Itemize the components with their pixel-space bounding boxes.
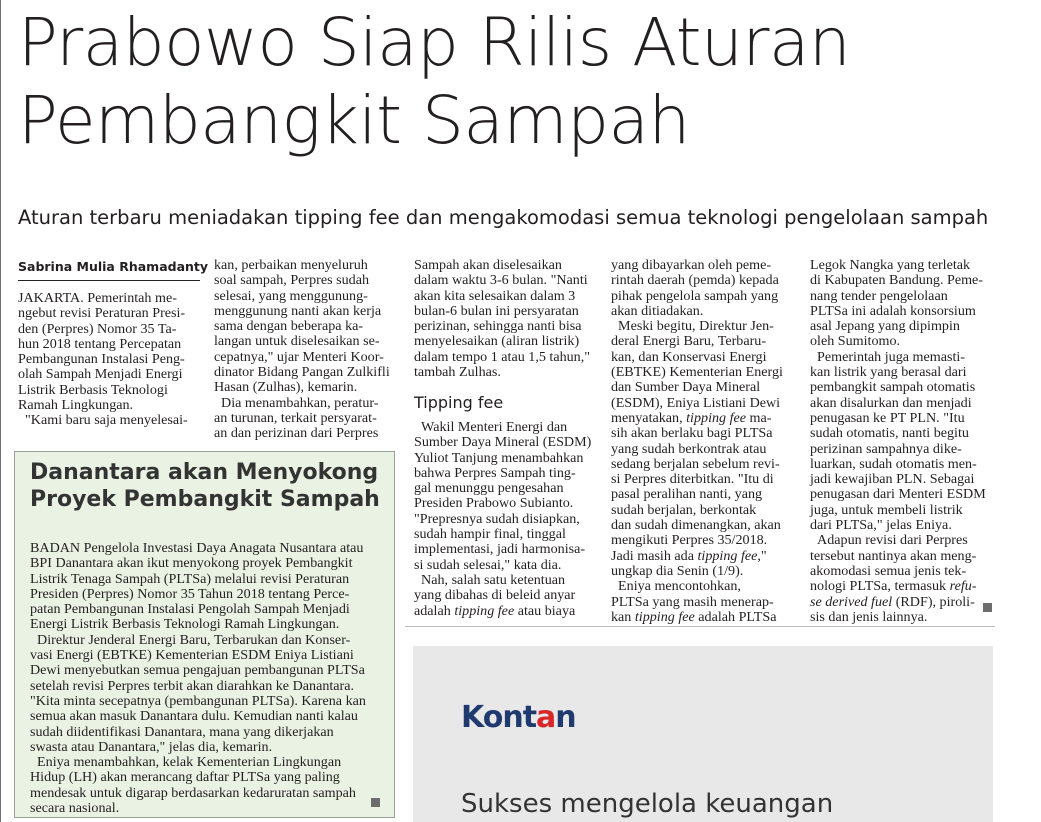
text-line: sudah berjalan, berkontak: [611, 501, 757, 518]
text-line: Eniya menambahkan, kelak Kementerian Lingkungan: [30, 754, 342, 771]
text-line: "Prepresnya sudah disiapkan,: [414, 510, 580, 527]
text-line: BADAN Pengelola Investasi Daya Anagata Nusantara atau: [30, 540, 364, 556]
text-line: kan, perbaikan menyeluruh: [214, 257, 368, 273]
text-line: yang dibayarkan oleh peme-: [611, 257, 772, 273]
text-line: (EBTKE) Kementerian Energi: [611, 364, 783, 381]
text-line: cepatnya," ujar Menteri Koor-: [214, 348, 384, 365]
advert-tagline: Sukses mengelola keuangan: [461, 789, 834, 819]
section-heading: Tipping fee: [414, 393, 504, 412]
text-line: Adapun revisi dari Perpres: [810, 532, 968, 549]
headline-line-2: Pembangkit Sampah: [18, 82, 690, 159]
advert-rule: [405, 626, 995, 627]
text-line: sama dengan beberapa ka-: [214, 318, 364, 335]
text-line: yang sudah berkontrak atau: [611, 440, 767, 457]
text-line: olah Sampah Menjadi Energi: [18, 366, 183, 383]
text-line: penugasan ke PT PLN. "Itu: [810, 409, 965, 426]
text-line: luarkan, sudah otomatis men-: [810, 455, 977, 472]
text-line: patan Pembangunan Instalasi Pengolah Sampah Menjadi: [30, 601, 350, 618]
text-line: hun 2018 tentang Percepatan: [18, 335, 182, 352]
text-line: rintah daerah (pemda) kepada: [611, 272, 779, 289]
page-left-rule: [0, 0, 1, 822]
text-line: asal Jepang yang dipimpin: [810, 318, 960, 335]
text-line: sudah otomatis, nanti begitu: [810, 425, 969, 442]
text-line: Sampah akan diselesaikan: [414, 257, 562, 273]
text-line: nang tender pengelolaan: [810, 287, 948, 304]
text-line: dari PLTSa," jelas Eniya.: [810, 517, 952, 534]
text-line: Ramah Lingkungan.: [18, 397, 134, 414]
text-line: an turunan, terkait persyarat-: [214, 409, 377, 426]
text-line: Listrik Tenaga Sampah (PLTSa) melalui revisi Peraturan: [30, 570, 350, 587]
text-line: sudah diidentifikasi Danantara, mana yang dikerjakan: [30, 723, 334, 740]
text-line: tersebut nantinya akan meng-: [810, 547, 977, 564]
text-line: "Kita minta secepatnya (pembangunan PLTSa). Karena kan: [30, 692, 366, 709]
text-line: akan disalurkan dan menjadi: [810, 394, 972, 411]
byline-rule: [18, 280, 200, 281]
text-line: akomodasi semua jenis tek-: [810, 562, 967, 579]
text-line: Wakil Menteri Energi dan: [414, 419, 568, 435]
text-line: kan listrik yang berasal dari: [810, 364, 967, 381]
text-line: perizinan, sehingga nanti bisa: [414, 318, 582, 335]
sidebar-end-mark: [371, 798, 380, 807]
text-line: pihak pengelola sampah yang: [611, 287, 779, 304]
text-line: tambah Zulhas.: [414, 364, 501, 381]
text-line: dinator Bidang Pangan Zulkifli: [214, 364, 390, 381]
text-line: Pemerintah juga memasti-: [810, 348, 965, 365]
text-line: (ESDM), Eniya Listiani Dewi: [611, 394, 781, 411]
text-line: akan ditiadakan.: [611, 302, 704, 319]
text-line: Dewi menyebutkan semua pengajuan pembangunan PLTSa: [30, 662, 365, 679]
text-line: se derived fuel (RDF), piroli-: [810, 593, 975, 610]
text-line: JAKARTA. Pemerintah me-: [18, 290, 177, 306]
text-line: bahwa Perpres Sampah ting-: [414, 464, 576, 481]
text-line: soal sampah, Perpres sudah: [214, 272, 369, 289]
headline-line-1: Prabowo Siap Rilis Aturan: [18, 4, 851, 81]
text-line: BPI Danantara akan ikut menyokong proyek Pembangkit: [30, 555, 353, 572]
headline: [18, 4, 1033, 160]
text-line: pembangkit sampah otomatis: [810, 379, 976, 396]
text-line: Hasan (Zulhas), kemarin.: [214, 379, 358, 396]
text-line: Direktur Jenderal Energi Baru, Terbarukan dan Konser-: [30, 631, 351, 648]
article-column-3-top: [414, 258, 598, 380]
text-line: ungkap dia Senin (1/9).: [611, 562, 744, 579]
text-line: dan Sumber Daya Mineral: [611, 379, 761, 396]
text-line: jadi kewajiban PLN. Sebagai: [810, 471, 975, 488]
text-line: Jadi masih ada tipping fee,": [611, 547, 767, 564]
sidebar-title: [30, 459, 390, 513]
text-line: menyelesaikan (aliran listrik): [414, 333, 580, 350]
text-line: ngebut revisi Peraturan Presi-: [18, 305, 186, 322]
text-line: dalam tempo 1 atau 1,5 tahun,": [414, 348, 591, 365]
logo-text-main: Kont: [461, 700, 537, 735]
text-line: vasi Energi (EBTKE) Kementerian ESDM Eniya Listiani: [30, 647, 354, 664]
text-line: nologi PLTSa, termasuk refu-: [810, 578, 977, 595]
sidebar-title-line-1: Danantara akan Menyokong: [30, 460, 379, 485]
text-line: si sudah selesai," kata dia.: [414, 556, 562, 573]
text-line: sis dan jenis lainnya.: [810, 608, 928, 625]
text-line: Energi Listrik Berbasis Teknologi Ramah Lingkungan.: [30, 616, 340, 633]
kontan-logo[interactable]: [461, 700, 576, 736]
text-line: "Kami baru saja menyelesai-: [18, 412, 188, 429]
text-line: secara nasional.: [30, 800, 120, 817]
text-line: Listrik Berbasis Teknologi: [18, 381, 168, 398]
text-line: an dan perizinan dari Perpres: [214, 425, 379, 442]
subheadline: Aturan terbaru meniadakan tipping fee dan mengakomodasi semua teknologi pengelolaan sampah: [18, 206, 989, 229]
text-line: adalah tipping fee atau biaya: [414, 602, 576, 619]
text-line: gal menunggu pengesahan: [414, 480, 564, 497]
text-line: Nah, salah satu ketentuan: [414, 571, 566, 588]
text-line: Meski begitu, Direktur Jen-: [611, 318, 774, 335]
article-column-4: [611, 258, 797, 625]
text-line: Dia menambahkan, peratur-: [214, 394, 379, 411]
logo-text-accent: a: [536, 700, 556, 735]
text-line: sudah hampir final, tinggal: [414, 526, 566, 543]
text-line: akan kita selesaikan dalam 3: [414, 287, 576, 304]
text-line: PLTSa ini adalah konsorsium: [810, 302, 976, 319]
article-column-5: [810, 258, 994, 625]
text-line: den (Perpres) Nomor 35 Ta-: [18, 320, 177, 337]
text-line: Hidup (LH) akan merancang daftar PLTSa yang paling: [30, 769, 340, 786]
text-line: setelah revisi Perpres terbit akan diarahkan ke Danantara.: [30, 677, 355, 694]
text-line: si Perpres diterbitkan. "Itu di: [611, 471, 774, 488]
text-line: dalam waktu 3-6 bulan. "Nanti: [414, 272, 588, 289]
text-line: Pembangunan Instalasi Peng-: [18, 351, 185, 368]
article-column-2: [214, 258, 398, 442]
text-line: Legok Nangka yang terletak: [810, 257, 971, 273]
text-line: mengikuti Perpres 35/2018.: [611, 532, 768, 549]
text-line: Sumber Daya Mineral (ESDM): [414, 434, 592, 451]
text-line: menyatakan, tipping fee ma-: [611, 409, 772, 426]
article-column-3-bottom: [414, 420, 598, 619]
text-line: penugasan dari Menteri ESDM: [810, 486, 986, 503]
text-line: Eniya mencontohkan,: [611, 578, 741, 595]
text-line: sih akan berlaku bagi PLTSa: [611, 425, 773, 442]
text-line: implementasi, jadi harmonisa-: [414, 541, 586, 558]
text-line: deral Energi Baru, Terbaru-: [611, 333, 767, 350]
text-line: di Kabupaten Bandung. Peme-: [810, 272, 983, 289]
sidebar-body: [30, 541, 390, 816]
text-line: Yuliot Tanjung menambahkan: [414, 449, 584, 466]
text-line: Presiden Prabowo Subianto.: [414, 495, 574, 512]
text-line: dan sudah dimenangkan, akan: [611, 517, 781, 534]
text-line: bulan-6 bulan ini persyaratan: [414, 302, 579, 319]
text-line: juga, untuk membeli listrik: [810, 501, 963, 518]
text-line: selesai, yang menggunung-: [214, 287, 368, 304]
text-line: mendesak untuk digarap berdasarkan kedaruratan sampah: [30, 784, 356, 801]
text-line: langan untuk diselesaikan se-: [214, 333, 380, 350]
text-line: kan tipping fee adalah PLTSa: [611, 608, 777, 625]
byline: Sabrina Mulia Rhamadanty: [18, 259, 209, 274]
text-line: semua akan masuk Danantara dulu. Kemudian nanti kalau: [30, 708, 358, 725]
article-column-1: [18, 291, 200, 429]
text-line: kan, dan Konservasi Energi: [611, 348, 767, 365]
text-line: Presiden (Perpres) Nomor 35 Tahun 2018 tentang Perce-: [30, 585, 350, 602]
text-line: perizinan sampahnya dike-: [810, 440, 962, 457]
text-line: pasal peralihan nanti, yang: [611, 486, 763, 503]
logo-text-end: n: [555, 700, 576, 735]
text-line: menggunung nanti akan kerja: [214, 302, 382, 319]
text-line: swasta atau Danantara," jelas dia, kemarin.: [30, 738, 273, 755]
text-line: sedang berjalan sebelum revi-: [611, 455, 780, 472]
text-line: oleh Sumitomo.: [810, 333, 901, 350]
text-line: yang dibahas di beleid anyar: [414, 587, 576, 604]
article-end-mark: [983, 603, 992, 612]
text-line: PLTSa yang masih menerap-: [611, 593, 774, 610]
sidebar-title-line-2: Proyek Pembangkit Sampah: [30, 487, 380, 512]
